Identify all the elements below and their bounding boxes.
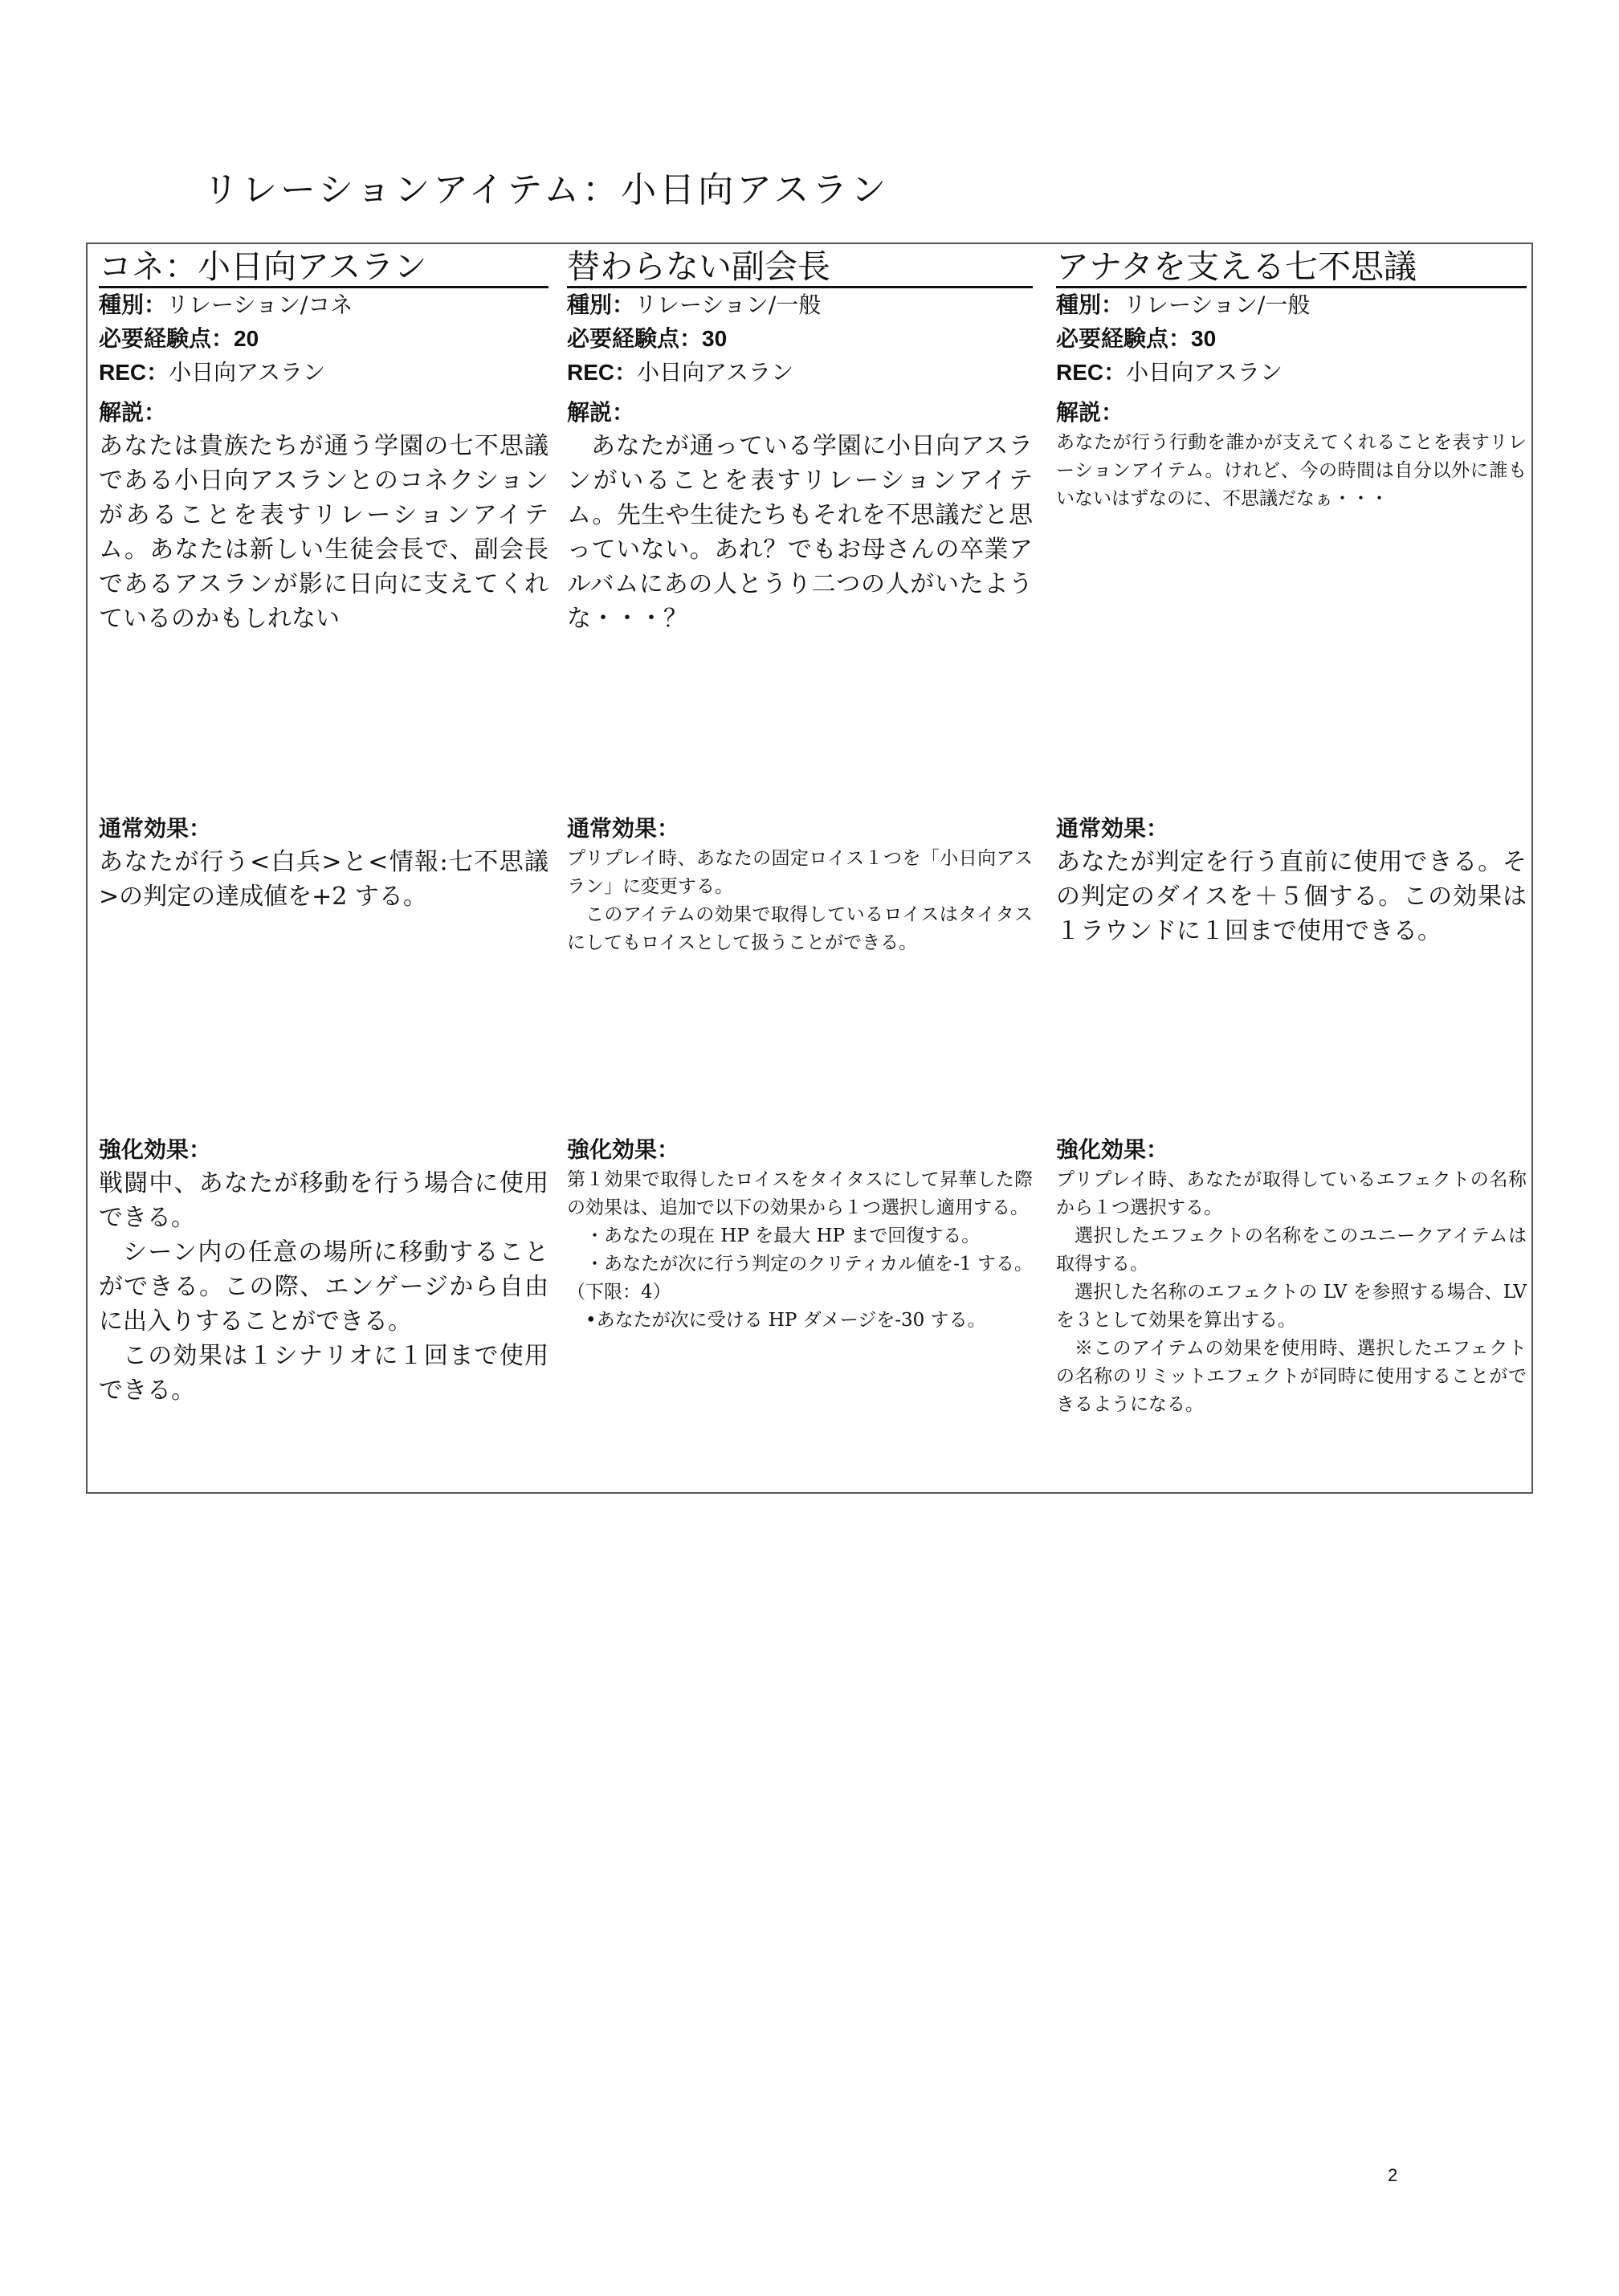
item-name: アナタを支える七不思議 bbox=[1056, 244, 1527, 288]
exp-label: 必要経験点： bbox=[567, 326, 703, 351]
item-card bbox=[567, 244, 1033, 1492]
effect-bullet: ・あなたが次に行う判定のクリティカル値を-1 する。（下限：4） bbox=[567, 1254, 1033, 1303]
description-label: 解説： bbox=[1056, 400, 1124, 425]
effect-paragraph: ※このアイテムの効果を使用時、選択したエフェクトの名称のリミットエフェクトが同時に使用することができるようになる。 bbox=[1056, 1338, 1527, 1415]
type-label: 種別： bbox=[1056, 292, 1124, 317]
item-exp-line bbox=[1056, 322, 1527, 356]
normal-effect-section bbox=[99, 813, 549, 914]
item-card-table bbox=[86, 243, 1533, 1494]
item-exp: 30 bbox=[1191, 326, 1217, 351]
effect-paragraph: このアイテムの効果で取得しているロイスはタイタスにしてもロイスとして扱うことができる。 bbox=[567, 904, 1033, 953]
normal-effect-label: 通常効果： bbox=[99, 816, 212, 841]
normal-effect-text bbox=[567, 845, 1033, 957]
effect-paragraph: シーン内の任意の場所に移動することができる。この際、エンゲージから自由に出入りすることができる。 bbox=[99, 1238, 549, 1336]
description-label: 解説： bbox=[567, 400, 635, 425]
normal-effect-label: 通常効果： bbox=[567, 816, 680, 841]
exp-label: 必要経験点： bbox=[1056, 326, 1192, 351]
item-card bbox=[1056, 244, 1527, 1492]
normal-effect-section bbox=[1056, 813, 1527, 948]
enhanced-effect-text bbox=[99, 1166, 549, 1408]
normal-effect-section bbox=[567, 813, 1033, 957]
item-type: リレーション/一般 bbox=[1124, 292, 1311, 318]
effect-paragraph: 選択した名称のエフェクトの LV を参照する場合、LV を３として効果を算出する。 bbox=[1056, 1282, 1527, 1331]
enhanced-effect-section bbox=[1056, 1134, 1527, 1419]
enhanced-effect-label: 強化効果： bbox=[1056, 1137, 1169, 1162]
rec-label: REC： bbox=[99, 360, 169, 385]
description-label: 解説： bbox=[99, 400, 167, 425]
description-text: あなたが行う行動を誰かが支えてくれることを表すリレーションアイテム。けれど、今の時間は自分以外に誰もいないはずなのに、不思議だなぁ・・・ bbox=[1056, 432, 1527, 509]
enhanced-effect-text bbox=[567, 1166, 1033, 1335]
item-rec-line bbox=[1056, 356, 1527, 389]
description-section bbox=[567, 397, 1033, 636]
item-type-line bbox=[567, 288, 1033, 322]
effect-paragraph: 選択したエフェクトの名称をこのユニークアイテムは取得する。 bbox=[1056, 1225, 1527, 1274]
item-card bbox=[99, 244, 549, 1492]
page-number: 2 bbox=[1388, 2165, 1398, 2185]
item-type: リレーション/一般 bbox=[634, 292, 822, 318]
item-name: 替わらない副会長 bbox=[567, 244, 1033, 288]
item-rec-line bbox=[99, 356, 549, 389]
description-section bbox=[1056, 397, 1527, 513]
enhanced-effect-section bbox=[99, 1134, 549, 1408]
description-text: あなたが通っている学園に小日向アスランがいることを表すリレーションアイテム。先生や生徒たちもそれを不思議だと思っていない。あれ？でもお母さんの卒業アルバムにあの人とうり二つの人がいたような・・・？ bbox=[567, 432, 1033, 633]
item-rec: 小日向アスラン bbox=[637, 359, 794, 385]
description-section bbox=[99, 397, 549, 636]
normal-effect-label: 通常効果： bbox=[1056, 816, 1169, 841]
type-label: 種別： bbox=[567, 292, 635, 317]
item-type-line bbox=[1056, 288, 1527, 322]
page-title: リレーションアイテム：小日向アスラン bbox=[203, 169, 890, 210]
effect-paragraph: 第１効果で取得したロイスをタイタスにして昇華した際の効果は、追加で以下の効果から１つ選択し適用する。 bbox=[567, 1169, 1033, 1218]
rec-label: REC： bbox=[567, 360, 638, 385]
item-type-line bbox=[99, 288, 549, 322]
exp-label: 必要経験点： bbox=[99, 326, 234, 351]
item-type: リレーション/コネ bbox=[166, 292, 353, 318]
item-exp-line bbox=[99, 322, 549, 356]
effect-bullet: •あなたが次に受ける HP ダメージを-30 する。 bbox=[585, 1310, 986, 1331]
item-exp: 30 bbox=[702, 326, 728, 351]
effect-paragraph: プリプレイ時、あなたが取得しているエフェクトの名称から１つ選択する。 bbox=[1056, 1169, 1527, 1218]
effect-paragraph: この効果は１シナリオに１回まで使用できる。 bbox=[99, 1342, 549, 1405]
effect-bullet: ・あなたの現在 HP を最大 HP まで回復する。 bbox=[585, 1225, 981, 1246]
item-rec: 小日向アスラン bbox=[169, 359, 326, 385]
enhanced-effect-label: 強化効果： bbox=[99, 1137, 212, 1162]
enhanced-effect-label: 強化効果： bbox=[567, 1137, 680, 1162]
normal-effect-text: あなたが行う<白兵>と<情報:七不思議>の判定の達成値を+2 する。 bbox=[99, 848, 549, 911]
enhanced-effect-text bbox=[1056, 1166, 1527, 1419]
item-exp-line bbox=[567, 322, 1033, 356]
rec-label: REC： bbox=[1056, 360, 1127, 385]
type-label: 種別： bbox=[99, 292, 167, 317]
item-rec-line bbox=[567, 356, 1033, 389]
enhanced-effect-section bbox=[567, 1134, 1033, 1335]
item-exp: 20 bbox=[234, 326, 259, 351]
effect-paragraph: 戦闘中、あなたが移動を行う場合に使用できる。 bbox=[99, 1169, 549, 1232]
effect-paragraph: プリプレイ時、あなたの固定ロイス１つを「小日向アスラン」に変更する。 bbox=[567, 848, 1033, 897]
item-rec: 小日向アスラン bbox=[1126, 359, 1283, 385]
item-name: コネ：小日向アスラン bbox=[99, 244, 549, 288]
normal-effect-text: あなたが判定を行う直前に使用できる。その判定のダイスを＋５個する。この効果は１ラウンドに１回まで使用できる。 bbox=[1056, 848, 1527, 945]
description-text: あなたは貴族たちが通う学園の七不思議である小日向アスランとのコネクションがあることを表すリレーションアイテム。あなたは新しい生徒会長で、副会長であるアスランが影に日向に支えてくれているのかもしれない bbox=[99, 432, 549, 633]
